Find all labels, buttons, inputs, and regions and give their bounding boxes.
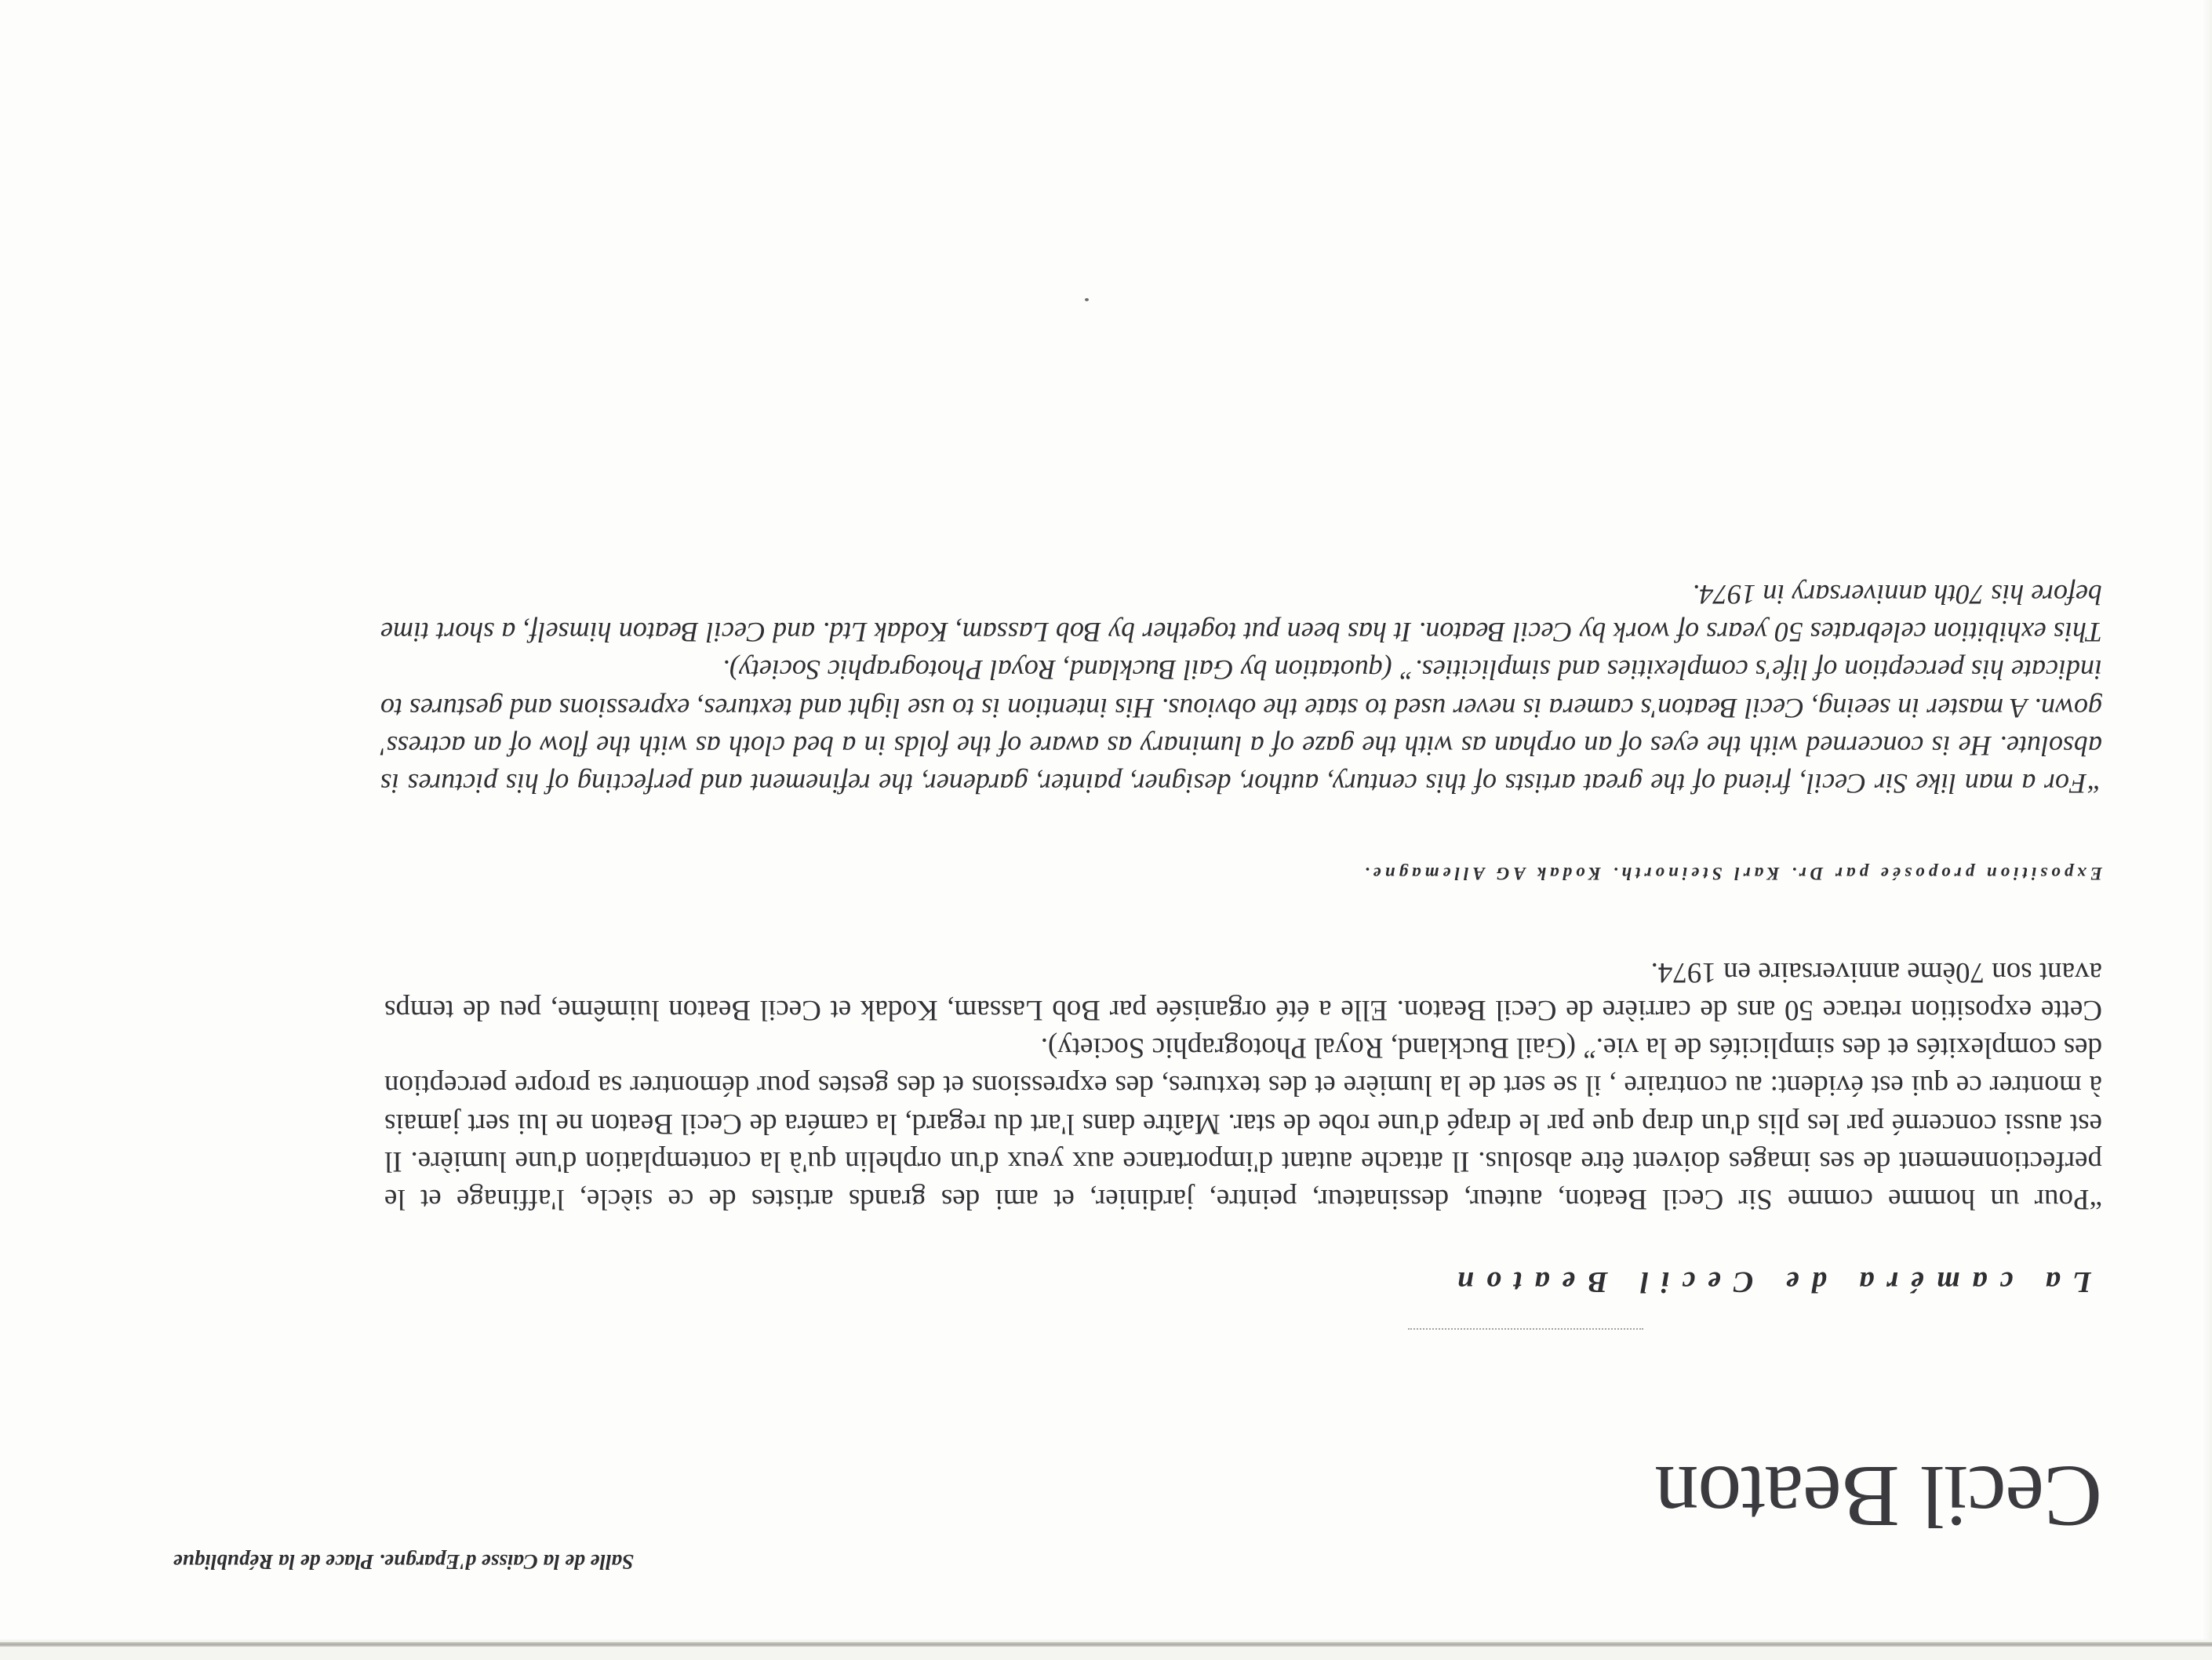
english-text: [380, 576, 2102, 803]
french-exhibition-paragraph: Cette exposition retrace 50 ans de carrière de Cecil Beaton. Elle a été organisée par Bob Lassam, Kodak et Cecil Beaton luimême, peu de temps avant son 70ème anniversaire en 1974.: [384, 956, 2102, 1026]
page-title: Cecil Beaton: [1655, 1447, 2102, 1545]
scan-right-edge: [2201, 0, 2212, 1660]
english-exhibition-paragraph: This exhibition celebrates 50 years of work by Cecil Beaton. It has been put together by Bob Lassam, Kodak Ltd. and Cecil Beaton himself, a short time before his 70th anniversary in 1974.: [380, 578, 2102, 649]
french-quote: “Pour un homme comme Sir Cecil Beaton, auteur, dessinateur, peintre, jardinier, et ami des grands artistes de ce siècle, l'affinage et le perfectionnement de ses images doivent être absolus. Il attache autant d'importance aux yeux d'un orphelin qu'à la contemplation d'une lumière. Il est aussi concerné par les plis d'un drap que par le drapé d'une robe de star. Maître dans l'art du regard, la caméra de Cecil Beaton ne lui sert jamais à montrer ce qui est évident: au contraire , il se sert de la lumière et des textures, des expressions et des gestes pour démontrer sa propre perception des complexités et des simplicités de la vie.” (Gail Buckland, Royal Photographic Society).: [384, 1032, 2102, 1215]
dust-speck: [1085, 298, 1089, 301]
english-quote: “For a man like Sir Cecil, friend of the great artists of this century, author, designer, painter, gardener, the refinement and perfecting of his pictures is absolute. He is concerned with the eyes of an orphan as with the gaze of a luminary as aware of the folds in a bed cloth as with the flow of an actress' gown. A master in seeing, Cecil Beaton's camera is never used to state the obvious. His intention is to use light and textures, expressions and gestures to indicate his perception of life's complexities and simplicities.” (quotation by Gail Buckland, Royal Photographic Society).: [380, 654, 2102, 799]
venue-line: Salle de la Caisse d'Epargne. Place de la République: [173, 1550, 634, 1574]
scan-edge-line: [0, 1642, 2212, 1647]
french-text: [384, 953, 2102, 1218]
subtitle: La caméra de Cecil Beaton: [1444, 1265, 2091, 1298]
french-credit: Exposition proposée par Dr. Karl Steinorth. Kodak AG Allemagne.: [1360, 864, 2102, 883]
dotted-rule: [1408, 1328, 1643, 1330]
